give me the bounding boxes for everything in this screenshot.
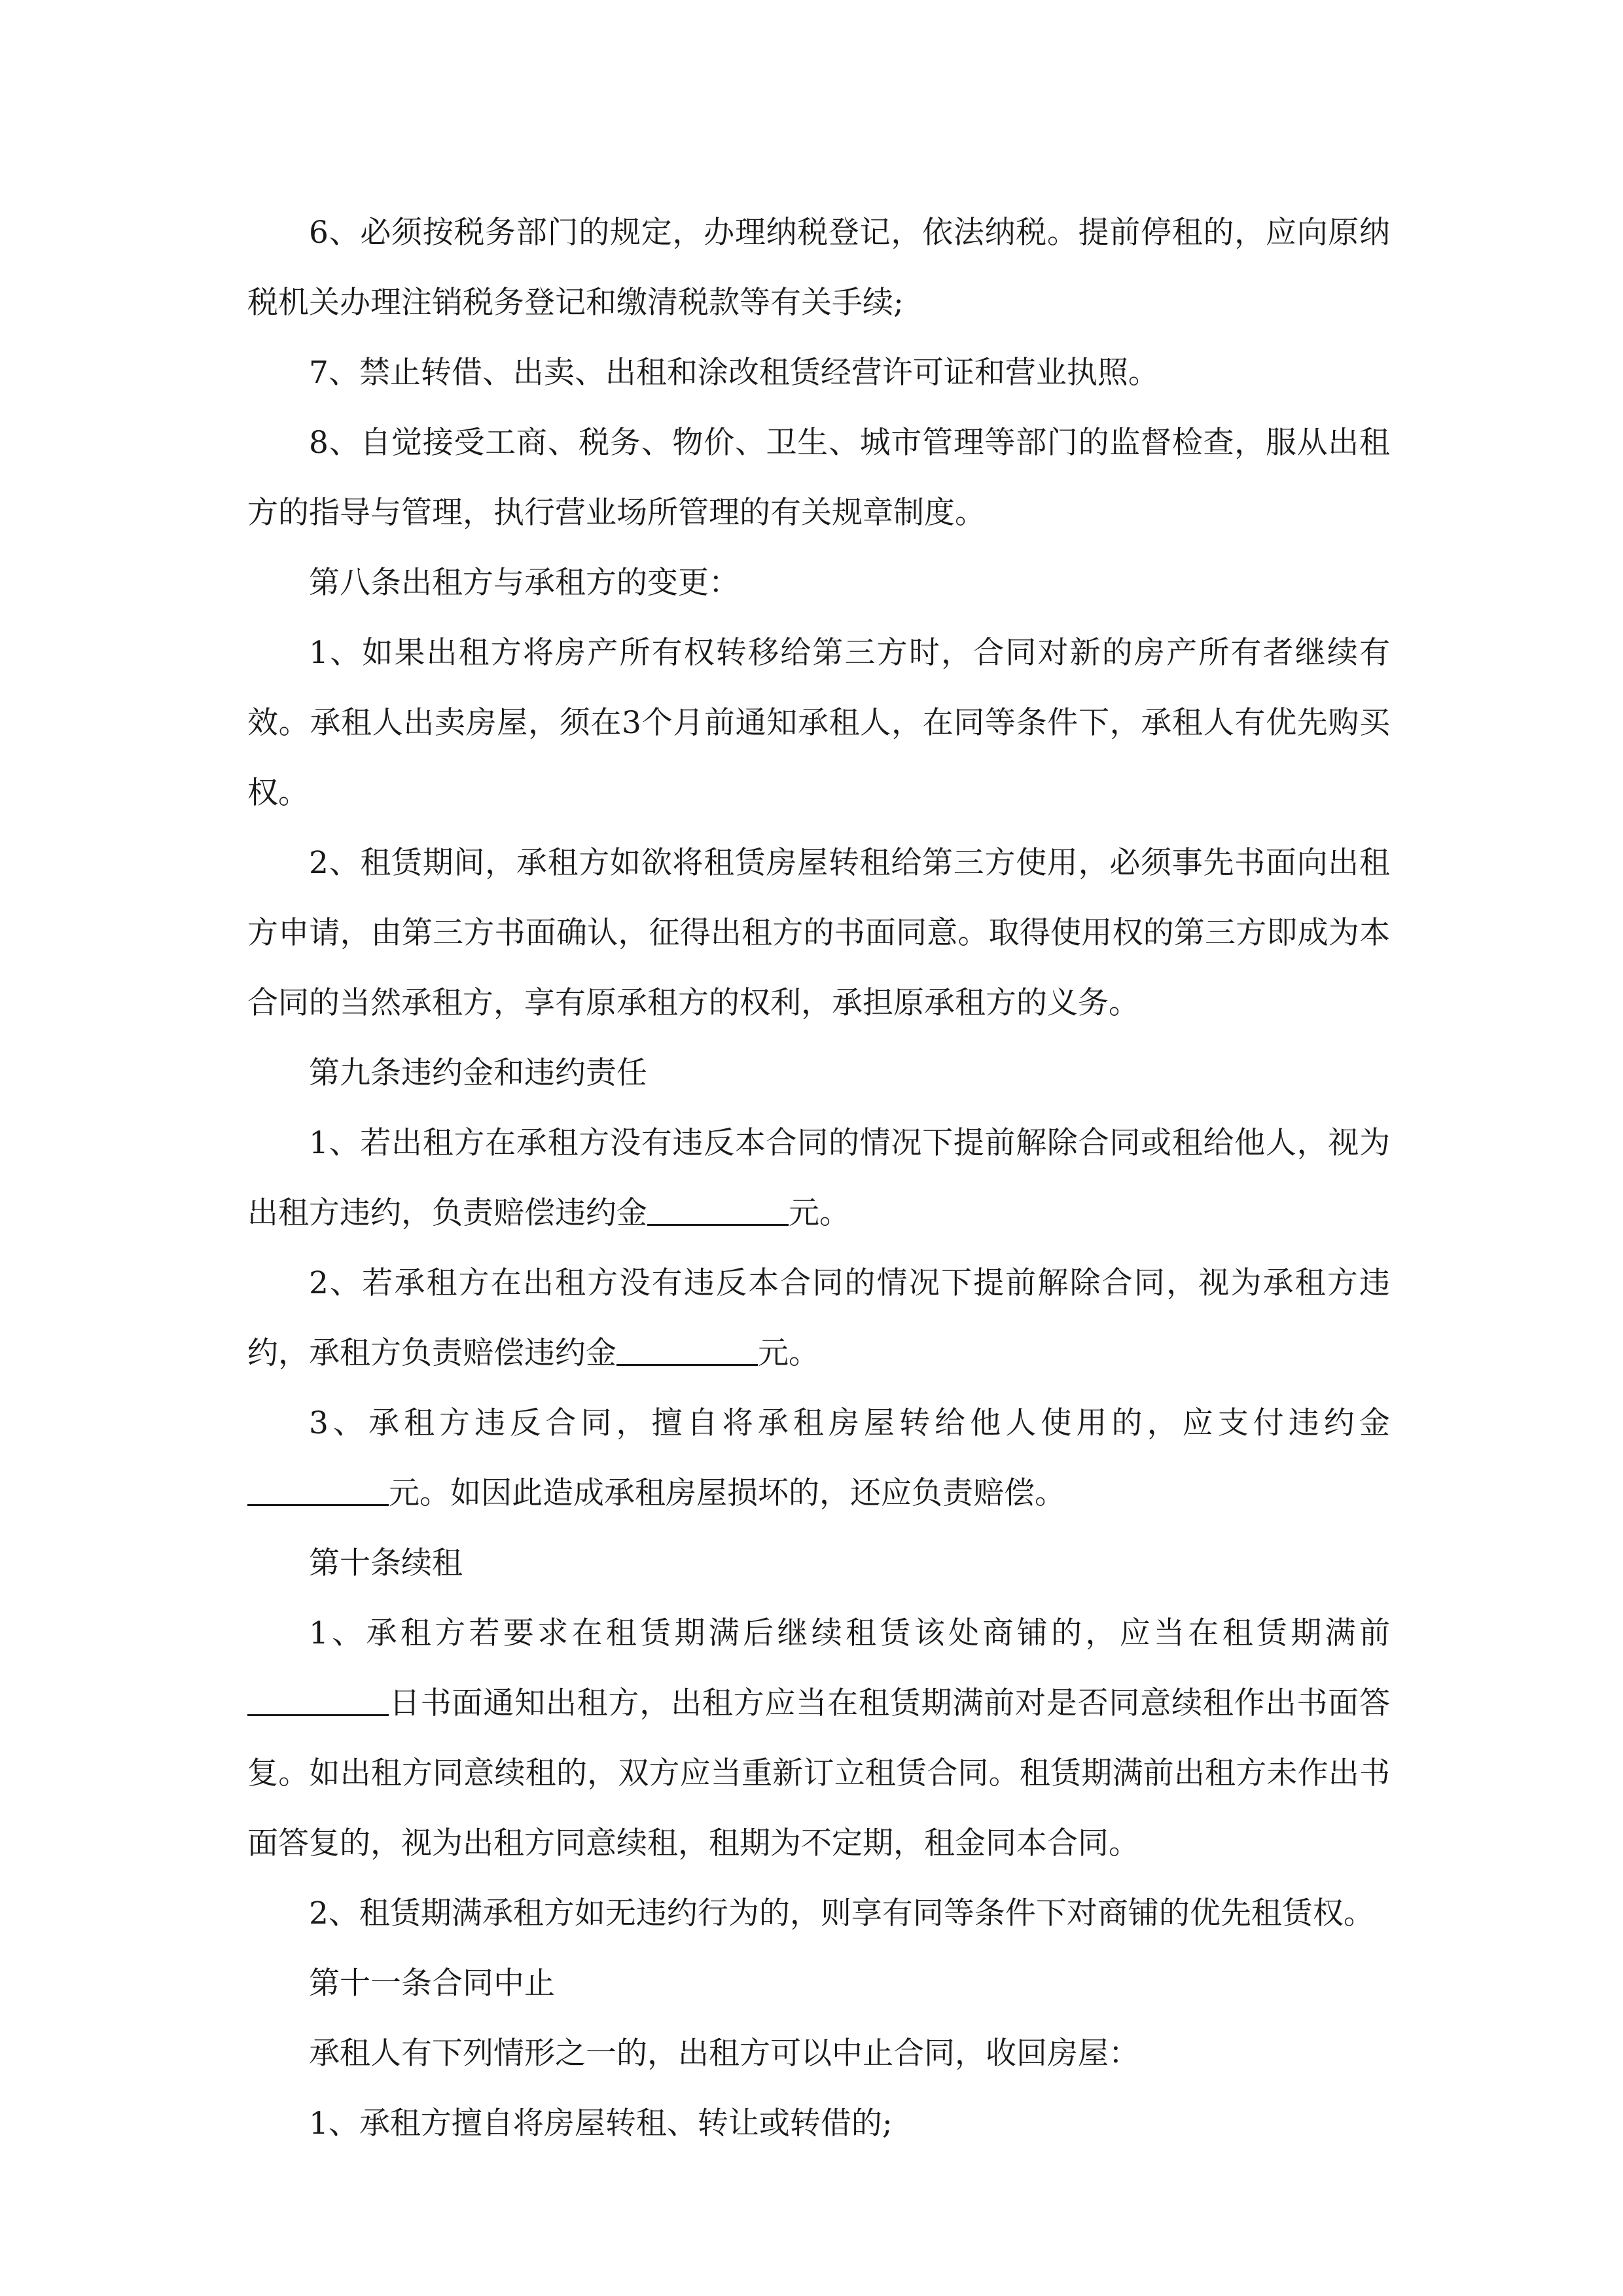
paragraph-lessor-breach-unit: 元。 xyxy=(789,1195,850,1231)
paragraph-lessor-breach-text: 1、若出租方在承租方没有违反本合同的情况下提前解除合同或租给他人，视为出租方违约，负责赔偿违约金 xyxy=(247,1125,1390,1231)
paragraph-lessor-breach xyxy=(247,1108,1390,1248)
paragraph-lessee-breach-text: 2、若承租方在出租方没有违反本合同的情况下提前解除合同，视为承租方违约，承租方负责赔偿违约金 xyxy=(247,1265,1390,1371)
paragraph-priority-lease: 2、租赁期满承租方如无违约行为的，则享有同等条件下对商铺的优先租赁权。 xyxy=(309,1895,1374,1931)
paragraph-unauthorized-transfer xyxy=(247,1388,1390,1528)
paragraph-unauthorized-transfer-tail: 元。如因此造成承租房屋损坏的，还应负责赔偿。 xyxy=(389,1475,1065,1511)
paragraph-renewal-notice xyxy=(247,1598,1390,1878)
paragraph-renewal-notice-tail: 日书面通知出租方，出租方应当在租赁期满前对是否同意续租作出书面答复。如出租方同意续租的，双方应当重新订立租赁合同。租赁期满前出租方未作出书面答复的，视为出租方同意续租，租期为不定期，租金同本合同。 xyxy=(247,1685,1390,1861)
fill-in-blank xyxy=(647,1193,789,1226)
heading-article-11: 第十一条合同中止 xyxy=(309,1965,555,2001)
paragraph-ownership-transfer: 1、如果出租方将房产所有权转移给第三方时，合同对新的房产所有者继续有效。承租人出卖房屋，须在3个月前通知承租人，在同等条件下，承租人有优先购买权。 xyxy=(247,635,1390,811)
document-body xyxy=(247,198,1390,2159)
paragraph-lessee-breach-unit: 元。 xyxy=(758,1335,819,1371)
heading-article-10: 第十条续租 xyxy=(309,1545,463,1581)
paragraph-lessee-breach xyxy=(247,1248,1390,1388)
fill-in-blank xyxy=(247,1683,389,1716)
heading-article-9: 第九条违约金和违约责任 xyxy=(309,1055,647,1091)
paragraph-termination-item-1: 1、承租方擅自将房屋转租、转让或转借的; xyxy=(309,2106,893,2142)
paragraph-unauthorized-transfer-text: 3、承租方违反合同，擅自将承租房屋转给他人使用的，应支付违约金 xyxy=(309,1405,1390,1441)
fill-in-blank xyxy=(247,1473,389,1506)
paragraph-license-prohibition: 7、禁止转借、出卖、出租和涂改租赁经营许可证和营业执照。 xyxy=(309,355,1159,391)
paragraph-supervision: 8、自觉接受工商、税务、物价、卫生、城市管理等部门的监督检查，服从出租方的指导与管理，执行营业场所管理的有关规章制度。 xyxy=(247,425,1390,531)
heading-article-8: 第八条出租方与承租方的变更： xyxy=(309,565,740,601)
paragraph-sublease: 2、租赁期间，承租方如欲将租赁房屋转租给第三方使用，必须事先书面向出租方申请，由第三方书面确认，征得出租方的书面同意。取得使用权的第三方即成为本合同的当然承租方，享有原承租方的权利，承担原承租方的义务。 xyxy=(247,845,1390,1021)
paragraph-renewal-notice-text: 1、承租方若要求在租赁期满后继续租赁该处商铺的，应当在租赁期满前 xyxy=(309,1615,1390,1651)
paragraph-termination-intro: 承租人有下列情形之一的，出租方可以中止合同，收回房屋： xyxy=(309,2036,1139,2072)
fill-in-blank xyxy=(616,1333,758,1366)
paragraph-tax-registration: 6、必须按税务部门的规定，办理纳税登记，依法纳税。提前停租的，应向原纳税机关办理注销税务登记和缴清税款等有关手续; xyxy=(247,215,1390,321)
